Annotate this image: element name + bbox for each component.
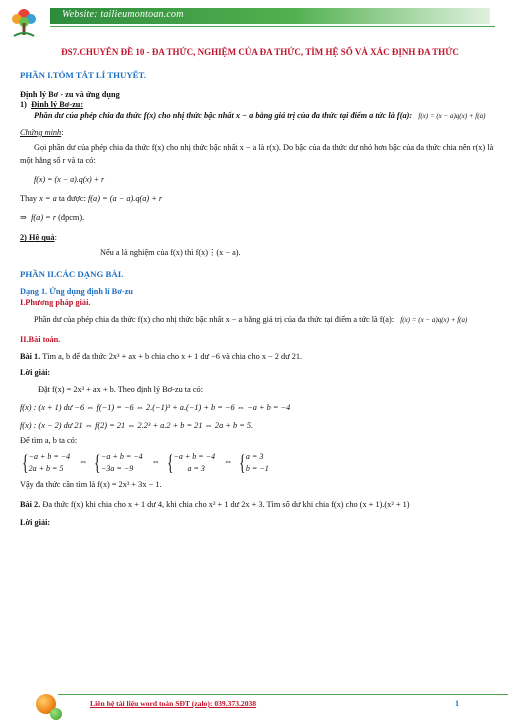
proof-thay-x: x = a — [39, 193, 57, 203]
brace-icon: { — [94, 449, 101, 475]
proof-label: Chứng minh — [20, 127, 62, 137]
corollary-colon: : — [54, 233, 57, 243]
proof-conclusion — [20, 213, 500, 224]
exercise2-label: Bài 2. — [20, 500, 41, 510]
system3-eq1: −a + b = −4 — [173, 452, 216, 462]
proof-colon: : — [61, 127, 64, 137]
system-2 — [92, 451, 142, 474]
brace-icon: { — [167, 449, 174, 475]
proof-conclusion-eq: f(a) = r — [31, 212, 57, 222]
equation-systems — [20, 451, 500, 474]
section-heading-part1: PHẦN I.TÓM TẮT LÍ THUYẾT. — [20, 70, 146, 81]
website-link[interactable]: Website: tailieumontoan.com — [62, 9, 184, 20]
theorem1-statement — [20, 111, 500, 122]
document-body — [20, 46, 500, 529]
solution1-conclusion: Vậy đa thức cần tìm là f(x) = 2x³ + 3x − 1. — [20, 480, 162, 490]
system2-eq2: −3a = −9 — [101, 463, 134, 473]
system-4 — [237, 451, 268, 474]
theorem-heading: Định lý Bơ - zu và ứng dụng — [20, 89, 120, 99]
theorem1-text: Phần dư của phép chia đa thức f(x) cho nhị thức bậc nhất x − a bằng giá trị của đa thức tại điểm a tức là f(a): — [34, 111, 413, 121]
corollary-text: Nếu a là nghiệm của f(x) thì f(x)⋮(x − a). — [100, 248, 241, 258]
implies-icon: ⇒ — [20, 212, 27, 222]
system-3 — [165, 451, 215, 474]
green-ball-icon — [50, 708, 62, 720]
system1-eq2: 2a + b = 5 — [28, 463, 64, 473]
method-formula: f(x) = (x − a)q(x) + f(a) — [400, 315, 468, 324]
exercise2-statement — [20, 499, 500, 512]
page-number: 1 — [455, 699, 459, 708]
solution1-step1: Đặt f(x) = 2x³ + ax + b. Theo định lý Bơ-zu ta có: — [38, 385, 203, 395]
exercises-heading: II.Bài toán. — [20, 334, 61, 344]
brace-icon: { — [22, 449, 29, 475]
exercise2-text: Đa thức f(x) khi chia cho x + 1 dư 4, khi chia cho x² + 1 dư 2x + 3. Tìm số dư khi chia f(x) cho (x + 1).(x² + 1) — [42, 500, 410, 510]
equivalent-icon: ⇔ — [79, 457, 88, 467]
exercise1-statement — [20, 352, 500, 363]
theorem1-number: 1) — [20, 100, 27, 110]
method-text — [20, 314, 500, 327]
proof-text: Gọi phần dư của phép chia đa thức f(x) cho nhị thức bậc nhất x − a là r(x). Do bậc của đa thức dư nhỏ hơn bậc của đa thức chia nên r(x) là một hằng số r và ta có: — [20, 142, 494, 165]
equivalent-icon: ⇔ — [224, 457, 233, 467]
proof-equation-1: f(x) = (x − a).q(x) + r — [34, 175, 105, 185]
system1-eq1: −a + b = −4 — [28, 452, 71, 462]
page-header — [0, 0, 520, 40]
theorem1-label-line — [20, 100, 500, 111]
solution1-step2: f(x) : (x + 1) dư −6 ⇔ f(−1) = −6 ⇔ 2.(−1)³ + a.(−1) + b = −6 ⇔ −a + b = −4 — [20, 402, 291, 412]
method-statement: Phần dư của phép chia đa thức f(x) cho nhị thức bậc nhất x − a bằng giá trị của đa thức tại điểm a tức là f(a): — [34, 314, 395, 324]
solution2-label: Lời giải: — [20, 518, 51, 528]
system-1 — [20, 451, 70, 474]
exercise1-label: Bài 1. — [20, 351, 41, 361]
proof-label-line — [20, 128, 500, 139]
exercise1-text: Tìm a, b để đa thức 2x³ + ax + b chia cho x + 1 dư −6 và chia cho x − 2 dư 21. — [42, 351, 303, 361]
header-divider — [50, 26, 495, 27]
footer-contact-link[interactable]: Liên hệ tài liệu word toán SĐT (zalo): 039.373.2038 — [90, 699, 257, 708]
proof-thay-label: Thay — [20, 193, 38, 203]
proof-thay-mid: ta được: — [58, 193, 86, 203]
system4-eq1: a = 3 — [245, 452, 264, 462]
corollary-label: 2) Hệ quả — [20, 233, 55, 243]
proof-conclusion-end: (đpcm). — [58, 212, 85, 222]
system2-eq1: −a + b = −4 — [101, 452, 143, 462]
document-title: ĐS7.CHUYÊN ĐỀ 10 - ĐA THỨC, NGHIỆM CỦA ĐA THỨC, TÌM HỆ SỐ VÀ XÁC ĐỊNH ĐA THỨC — [61, 47, 459, 57]
system3-eq2: a = 3 — [187, 463, 205, 473]
section-heading-part2: PHẦN II.CÁC DẠNG BÀI. — [20, 268, 124, 279]
solution1-step4: Để tìm a, b ta có: — [20, 436, 78, 446]
equivalent-icon: ⇔ — [151, 457, 160, 467]
solution1-label: Lời giải: — [20, 368, 51, 378]
corollary-label-line — [20, 233, 500, 244]
type1-heading: Dạng 1. Ứng dụng định lí Bơ-zu — [20, 287, 133, 297]
brace-icon: { — [239, 449, 246, 475]
tree-logo-icon — [10, 6, 38, 40]
theorem1-formula: f(x) = (x − a)q(x) + f(a) — [418, 112, 486, 121]
system4-eq2: b = −1 — [245, 463, 269, 473]
footer-divider — [58, 694, 508, 695]
method-heading: I.Phương pháp giải. — [20, 298, 91, 308]
theorem1-label: Định lý Bơ-zu: — [31, 100, 84, 110]
solution1-step3: f(x) : (x − 2) dư 21 ⇔ f(2) = 21 ⇔ 2.2³ + a.2 + b = 21 ⇔ 2a + b = 5. — [20, 420, 254, 430]
proof-thay-equation: f(a) = (a − a).q(a) + r — [87, 193, 163, 203]
proof-substitution — [20, 194, 500, 205]
